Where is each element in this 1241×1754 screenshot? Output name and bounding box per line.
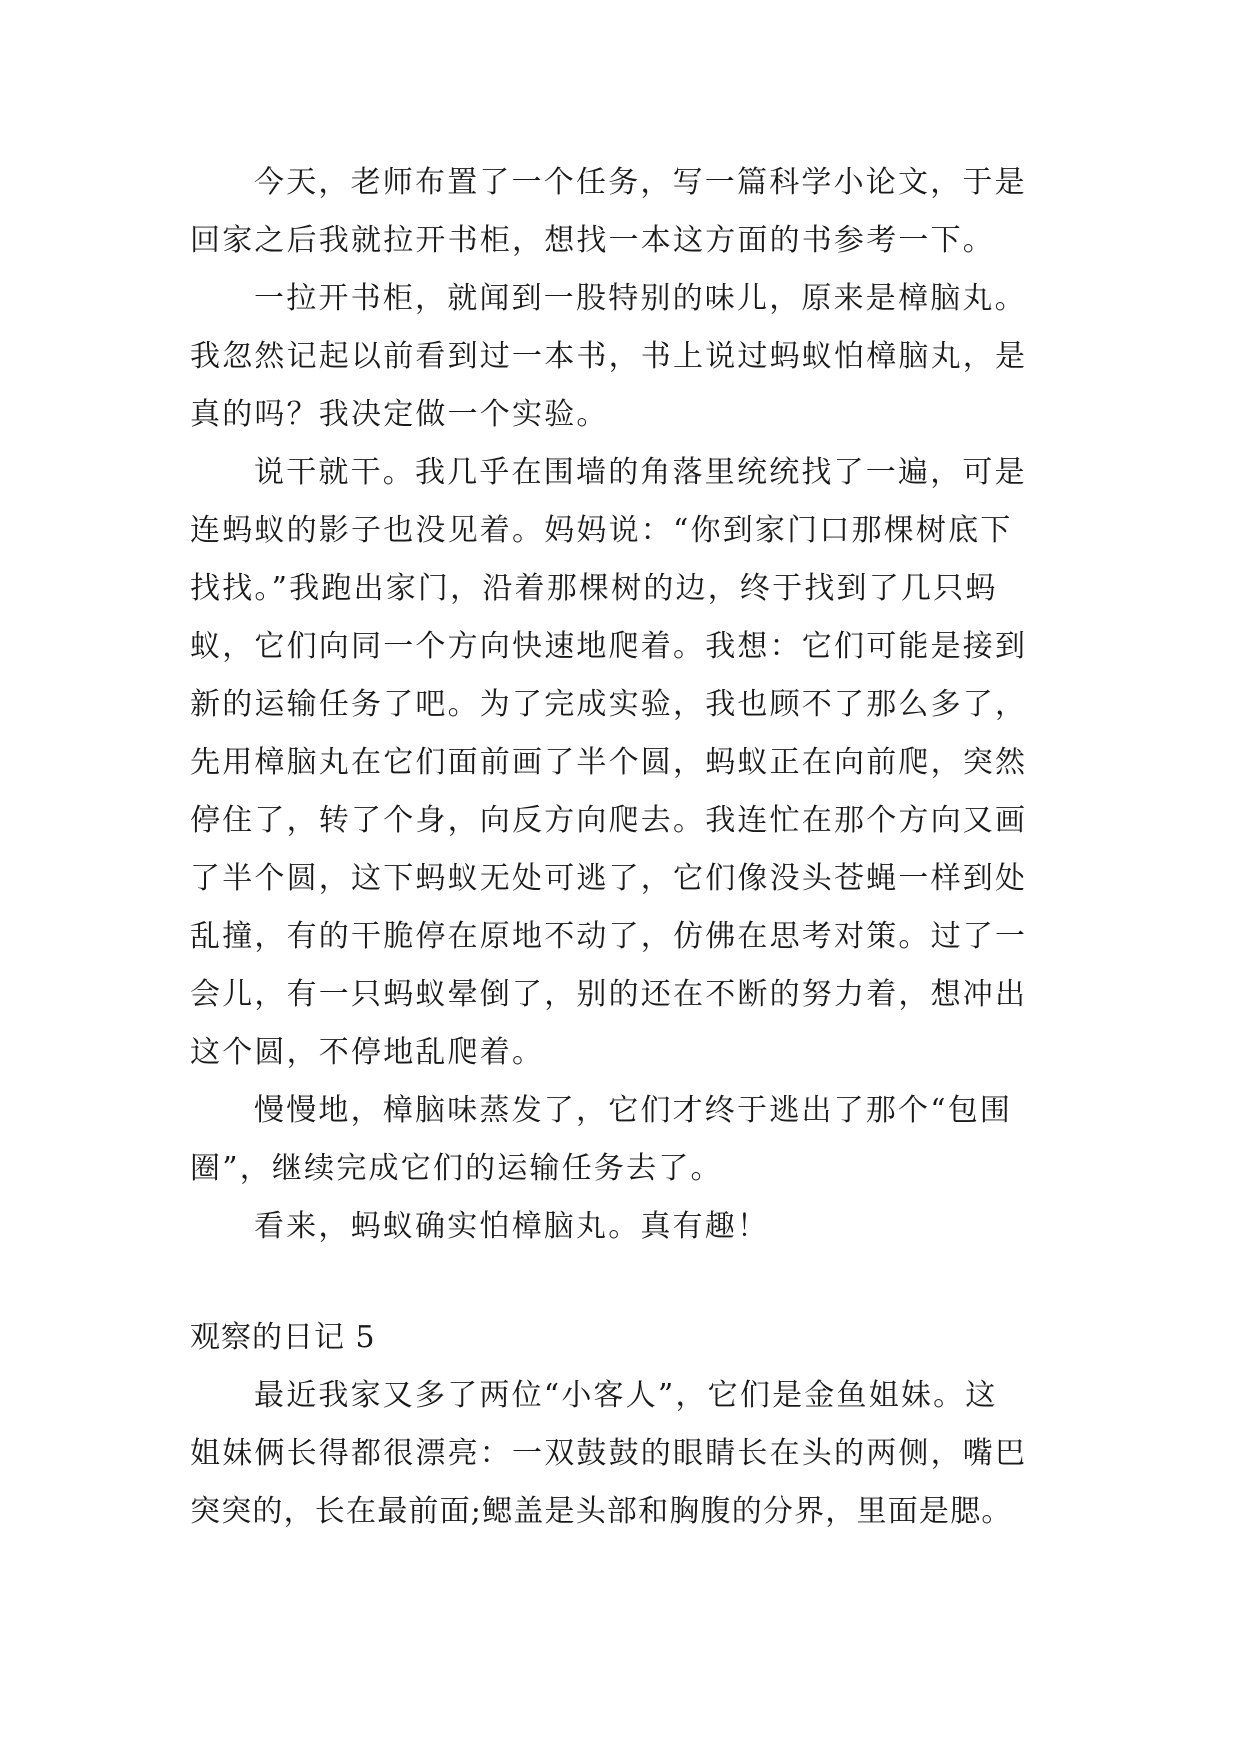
essay-p4-line2: 圈”，继续完成它们的运输任务去了。 (190, 1151, 723, 1186)
essay-p3-line4: 蚁，它们向同一个方向快速地爬着。我想：它们可能是接到 (190, 629, 1028, 664)
essay-p5-line1: 看来，蚂蚁确实怕樟脑丸。真有趣！ (254, 1209, 770, 1244)
section-p1-line2: 姐妹俩长得都很漂亮：一双鼓鼓的眼睛长在头的两侧，嘴巴 (190, 1436, 1028, 1471)
essay-p1-line2: 回家之后我就拉开书柜，想找一本这方面的书参考一下。 (190, 223, 995, 258)
essay-p3-line5: 新的运输任务了吧。为了完成实验，我也顾不了那么多了， (190, 687, 1028, 722)
essay-p3-line11: 这个圆，不停地乱爬着。 (190, 1035, 545, 1070)
section-title: 观察的日记 5 (190, 1320, 376, 1355)
essay-p1-line1: 今天，老师布置了一个任务，写一篇科学小论文，于是 (254, 165, 1027, 200)
essay-p2-line2: 我忽然记起以前看到过一本书，书上说过蚂蚁怕樟脑丸，是 (190, 339, 1028, 374)
essay-p3-line10: 会儿，有一只蚂蚁晕倒了，别的还在不断的努力着，想冲出 (190, 977, 1028, 1012)
essay-p3-line3: 找找。”我跑出家门，沿着那棵树的边，终于找到了几只蚂 (190, 571, 998, 606)
section-p1-line1: 最近我家又多了两位“小客人”，它们是金鱼姐妹。这 (254, 1378, 998, 1413)
essay-p3-line1: 说干就干。我几乎在围墙的角落里统统找了一遍，可是 (254, 455, 1027, 490)
essay-p3-line9: 乱撞，有的干脆停在原地不动了，仿佛在思考对策。过了一 (190, 919, 1028, 954)
essay-p4-line1: 慢慢地，樟脑味蒸发了，它们才终于逃出了那个“包围 (254, 1093, 1013, 1128)
essay-p3-line8: 了半个圆，这下蚂蚁无处可逃了，它们像没头苍蝇一样到处 (190, 861, 1028, 896)
essay-p3-line6: 先用樟脑丸在它们面前画了半个圆，蚂蚁正在向前爬，突然 (190, 745, 1028, 780)
essay-p3-line2: 连蚂蚁的影子也没见着。妈妈说：“你到家门口那棵树底下 (190, 513, 1013, 548)
essay-p3-line7: 停住了，转了个身，向反方向爬去。我连忙在那个方向又画 (190, 803, 1028, 838)
essay-p2-line3: 真的吗？我决定做一个实验。 (190, 397, 609, 432)
essay-p2-line1: 一拉开书柜，就闻到一股特别的味儿，原来是樟脑丸。 (254, 281, 1027, 316)
section-p1-line3: 突突的，长在最前面;鳃盖是头部和胸腹的分界，里面是腮。 (190, 1494, 1013, 1529)
